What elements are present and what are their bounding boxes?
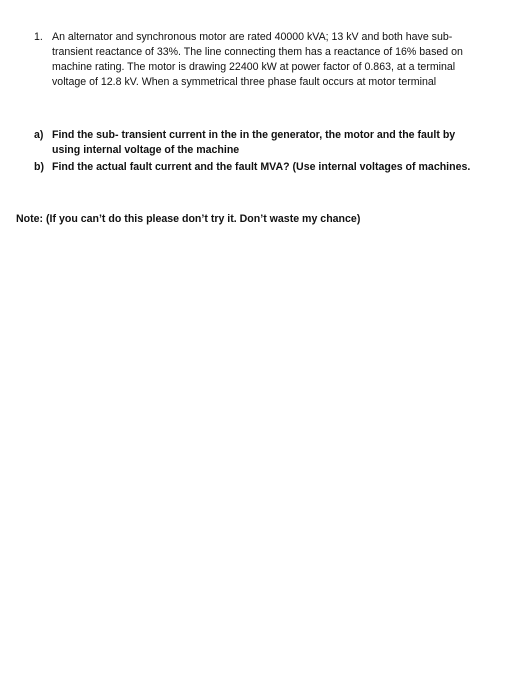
note-text: Note: (If you can’t do this please don’t try it. Don’t waste my chance) bbox=[16, 213, 361, 225]
question-text-line-2: transient reactance of 33%. The line connecting them has a reactance of 16% based on bbox=[52, 46, 463, 58]
part-a-text-line-1: Find the sub- transient current in the in the generator, the motor and the fault by bbox=[52, 129, 456, 141]
part-a-text-line-2: using internal voltage of the machine bbox=[52, 144, 240, 156]
question-text-line-4: voltage of 12.8 kV. When a symmetrical three phase fault occurs at motor terminal bbox=[52, 76, 437, 88]
question-text-line-3: machine rating. The motor is drawing 22400 kW at power factor of 0.863, at a terminal bbox=[52, 61, 456, 73]
question-number: 1. bbox=[34, 31, 43, 43]
part-b-text-line-1: Find the actual fault current and the fault MVA? (Use internal voltages of machines. bbox=[52, 161, 471, 173]
question-text-line-1: An alternator and synchronous motor are rated 40000 kVA; 13 kV and both have sub- bbox=[52, 31, 453, 43]
part-a-label: a) bbox=[34, 129, 44, 141]
part-b-label: b) bbox=[34, 161, 44, 173]
